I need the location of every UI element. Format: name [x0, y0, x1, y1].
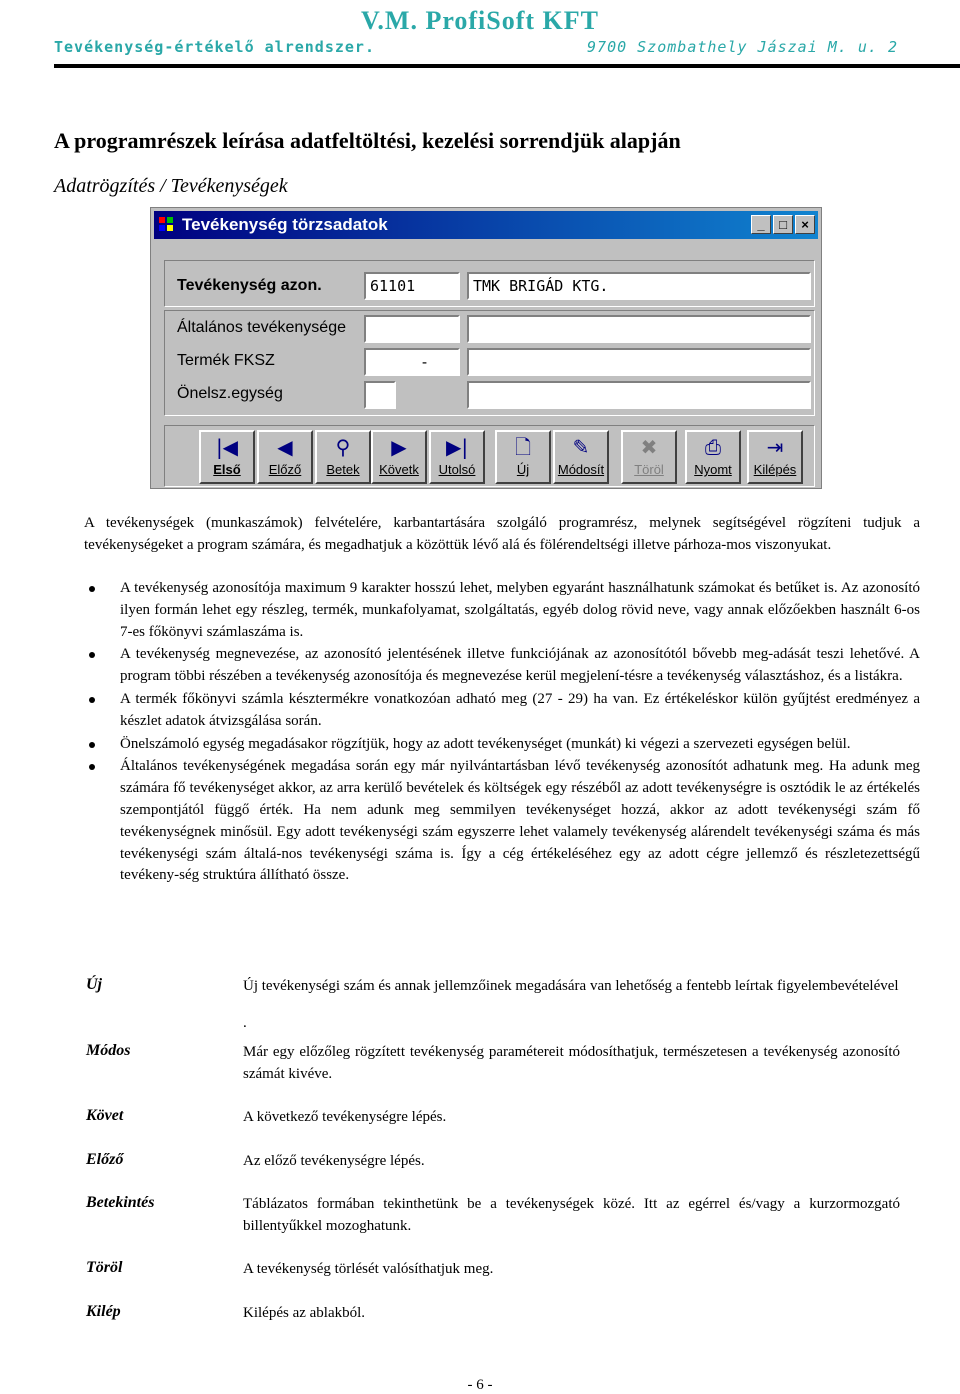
- next-record-icon: ▶: [391, 435, 407, 459]
- definition-term-previous: Előző: [86, 1151, 124, 1168]
- bullet-icon: [89, 697, 95, 703]
- toolbar-label: Betek: [326, 462, 360, 477]
- definition-desc-browse: Táblázatos formában tekinthetünk be a tevékenységek közé. Itt az egérrel és/vagy a kurzormozgató billentyűkkel mozoghatunk.: [243, 1196, 900, 1234]
- page-number: - 6 -: [467, 1377, 493, 1393]
- list-item-text: A termék főkönyvi számla késztermékre vonatkozóan adható meg (27 - 29) ha van. Ez értékeléskor külön gyűjtést eredményez a készlet adatok átvizsgálása során.: [120, 690, 920, 729]
- list-item-text: Önelszámoló egység megadásakor rögzítjük, hogy az adott tevékenységet (munkát) ki végezi a szervezeti egységen belül.: [120, 735, 851, 752]
- bullet-list: [84, 578, 920, 888]
- general-activity-label: Általános tevékenysége: [177, 319, 346, 336]
- activity-name-field[interactable]: TMK BRIGÁD KTG.: [467, 272, 811, 300]
- toolbar-label: Előző: [268, 462, 302, 477]
- definition-term-delete: Töröl: [86, 1259, 123, 1276]
- bullet-icon: [89, 742, 95, 748]
- general-activity-name-field[interactable]: [467, 315, 811, 343]
- window-title: Tevékenység törzsadatok: [182, 215, 388, 234]
- binoculars-icon: ⚲: [335, 435, 351, 459]
- definition-desc-modify: Már egy előzőleg rögzített tevékenység paramétereit módosíthatjuk, természetesen a tevékenység azonosító számát kivéve.: [243, 1044, 900, 1082]
- toolbar-button-new[interactable]: [495, 430, 551, 484]
- toolbar-button-exit[interactable]: [747, 430, 803, 484]
- toolbar-label: Nyomt: [694, 462, 732, 477]
- list-item-text: Általános tevékenységének megadása során egy már nyilvántartásban lévő tevékenység azonosítót adhatunk meg. Ha adunk meg számára fő tevékenységet akkor, az arra kerülő bevételek és költségek egy részéből az adott tevékenységre is osztódik le az értékelés szempontjától függő érték. Ha nem adunk meg semmilyen tevékenységet hozzá, akkor az adott tevékenységi szám fő tevékenységnek minősül. Egy adott tevékenységi szám egyszerre lehet valamely tevékenység alárendelt tevékenységi száma és más tevékenységi szám általá-nos tevékenységi száma is. Így a cég értékeléséhez egy az adott cégre jellemző és részletezettségű tevékeny-ség struktúra állítható össze.: [120, 758, 920, 884]
- activity-id-label: Tevékenység azon.: [177, 277, 322, 294]
- bullet-icon: [89, 652, 95, 658]
- activity-id-field[interactable]: 61101: [364, 272, 460, 300]
- product-account-label: Termék FKSZ: [177, 352, 275, 369]
- edit-icon: ✎: [572, 435, 590, 459]
- maximize-button[interactable]: □: [773, 215, 793, 234]
- toolbar-button-first[interactable]: [199, 430, 255, 484]
- toolbar-button-next[interactable]: [371, 430, 427, 484]
- definition-desc-previous: Az előző tevékenységre lépés.: [243, 1153, 425, 1169]
- company-address: 9700 Szombathely Jászai M. u. 2: [587, 38, 898, 56]
- page-title: A programrészek leírása adatfeltöltési, kezelési sorrendjük alapján: [54, 128, 681, 153]
- bullet-icon: [89, 586, 95, 592]
- list-item: [84, 578, 920, 643]
- product-account-code-field[interactable]: -: [364, 348, 460, 376]
- toolbar-button-modify[interactable]: [553, 430, 609, 484]
- definition-term-next: Követ: [86, 1107, 124, 1124]
- definition-desc-next: A következő tevékenységre lépés.: [243, 1109, 447, 1125]
- intro-paragraph: A tevékenységek (munkaszámok) felvételére, karbantartására szolgáló programrész, melynek segítségével rögzíteni tudjuk a tevékenységeket a program számára, és megadhatjuk a közöttük lévő alá és fölérendeltségi illetve párhoza-mos viszonyukat.: [84, 515, 920, 553]
- list-item: [84, 689, 920, 733]
- printer-icon: ⎙: [705, 435, 721, 459]
- toolbar-button-print[interactable]: [685, 430, 741, 484]
- list-item-text: A tevékenység azonosítója maximum 9 karakter hosszú lehet, melyben egyaránt használhatunk számokat és betűket is. Az azonosító ilyen formán lehet egy részleg, termék, munkafolyamat, szolgáltatás, egyéb dolog rövid neve, vagy annak előzőekben használt 6-os 7-es főkönyvi számlaszáma is.: [120, 580, 920, 640]
- general-activity-code-field[interactable]: [364, 315, 460, 343]
- bullet-icon: [89, 764, 95, 770]
- toolbar-label: Módosít: [557, 462, 605, 477]
- definition-term-modify: Módos: [86, 1042, 131, 1059]
- definition-term-exit: Kilép: [86, 1303, 121, 1320]
- toolbar-label: Első: [213, 462, 241, 477]
- last-record-icon: ▶|: [445, 435, 469, 459]
- exit-door-icon: ⇥: [766, 435, 784, 459]
- toolbar-label: Utolsó: [438, 462, 476, 477]
- subsystem-name: Tevékenység-értékelő alrendszer.: [54, 38, 375, 56]
- definition-desc-new: Új tevékenységi szám és annak jellemzőinek megadására van lehetőség a fentebb leírtak figyelembevételével: [243, 978, 899, 994]
- list-item: [84, 734, 920, 756]
- toolbar-label: Kilépés: [753, 462, 797, 477]
- toolbar-button-browse[interactable]: [315, 430, 371, 484]
- toolbar-button-last[interactable]: [429, 430, 485, 484]
- list-item-text: A tevékenység megnevezése, az azonosító jelentésének illetve funkciójának az azonosítótól bővebb meg-adását teszi lehetővé. A program többi részében a tevékenység azonosítója és megnevezése kerül megjelení-tésre a tevékenység választáshoz, és a listákra.: [120, 646, 920, 685]
- header-divider: [54, 64, 960, 68]
- close-button[interactable]: ×: [795, 215, 815, 234]
- activity-master-data-window: [150, 207, 822, 489]
- definition-desc-exit: Kilépés az ablakból.: [243, 1305, 366, 1321]
- list-item: [84, 644, 920, 688]
- definition-desc-delete: A tevékenység törlését valósíthatjuk meg.: [243, 1261, 494, 1277]
- relations-panel: [164, 310, 815, 416]
- window-titlebar[interactable]: [154, 211, 818, 239]
- previous-record-icon: ◀: [277, 435, 293, 459]
- id-panel: [164, 260, 815, 307]
- company-name: V.M. ProfiSoft KFT: [360, 6, 600, 35]
- toolbar-label: Töröl: [634, 462, 664, 477]
- app-icon: [159, 217, 175, 233]
- definition-term-browse: Betekintés: [86, 1194, 155, 1211]
- product-account-name-field[interactable]: [467, 348, 811, 376]
- toolbar-label: Követk: [379, 462, 419, 477]
- page-subtitle: Adatrögzítés / Tevékenységek: [54, 175, 288, 197]
- new-document-icon: 🗋: [514, 435, 532, 459]
- navigation-toolbar: [164, 425, 815, 487]
- definition-term-new: Új: [86, 976, 102, 993]
- list-item: [84, 756, 920, 887]
- self-accounting-unit-name-field[interactable]: [467, 381, 811, 409]
- minimize-button[interactable]: _: [751, 215, 771, 234]
- toolbar-label: Új: [516, 462, 530, 477]
- first-record-icon: |◀: [215, 435, 239, 459]
- toolbar-button-previous[interactable]: [257, 430, 313, 484]
- toolbar-button-delete[interactable]: [621, 430, 677, 484]
- definition-separator-dot: .: [243, 1015, 247, 1031]
- self-accounting-unit-label: Önelsz.egység: [177, 385, 283, 402]
- delete-icon: ✖: [640, 435, 658, 459]
- self-accounting-unit-code-field[interactable]: [364, 381, 396, 409]
